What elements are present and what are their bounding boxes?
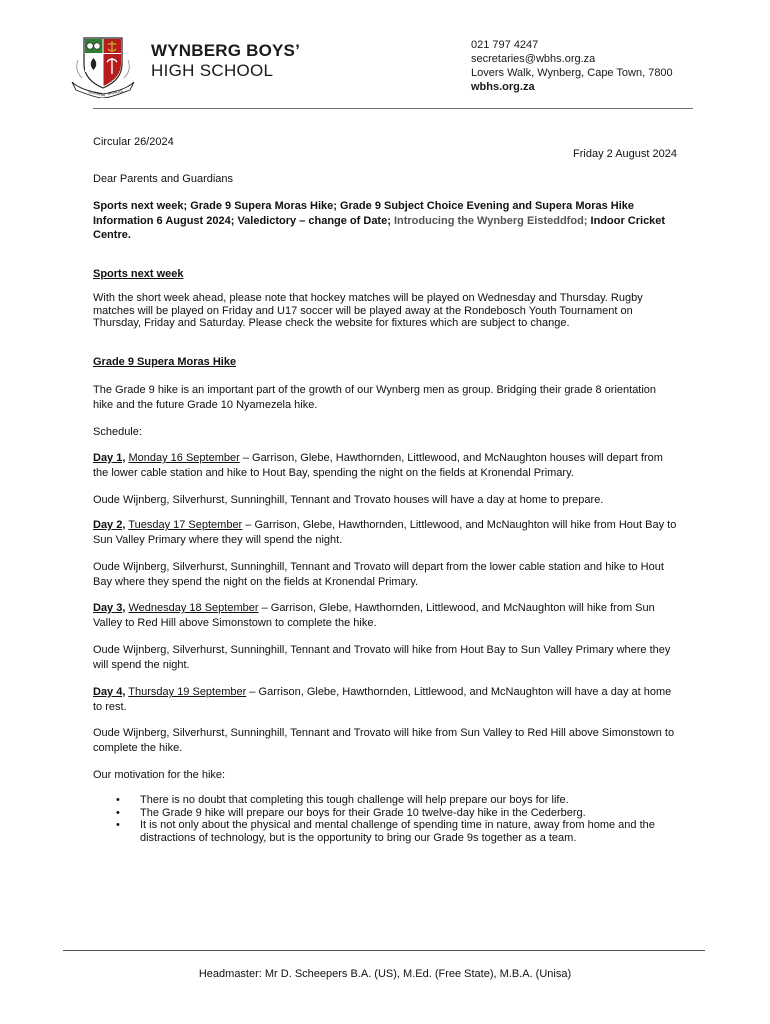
day-1-other: Oude Wijnberg, Silverhurst, Sunninghill, Tennant and Trovato houses will have a day at home to prepare. [93, 494, 604, 506]
contact-address: Lovers Walk, Wynberg, Cape Town, 7800 [471, 67, 673, 79]
subject-line-part3: Indoor Cricket Centre. [93, 214, 666, 241]
bullet-icon: • [116, 819, 120, 831]
motivation-text: There is no doubt that completing this tough challenge will help prepare our boys for life. [140, 794, 569, 806]
day-2-label: Day 2, [93, 519, 126, 531]
hike-heading: Grade 9 Supera Moras Hike [93, 356, 237, 368]
motivation-list [93, 794, 678, 844]
motivation-text: It is not only about the physical and mental challenge of spending time in nature, away from home and the distractions of technology, but is the opportunity to bring our Grade 9s together as a team. [140, 819, 655, 844]
contact-phone: 021 797 4247 [471, 39, 539, 51]
day-3-other: Oude Wijnberg, Silverhurst, Sunninghill, Tennant and Trovato will hike from Hout Bay to Sun Valley Primary where they will spend the night. [93, 644, 671, 671]
motivation-text: The Grade 9 hike will prepare our boys for their Grade 10 twelve-day hike in the Cederberg. [140, 806, 586, 819]
day-1-entry [93, 451, 678, 480]
subject-line-part2: Introducing the Wynberg Eisteddfod; [393, 214, 591, 227]
school-name-sub: HIGH SCHOOL [151, 61, 274, 80]
day-4-date: Thursday 19 September [128, 686, 247, 698]
school-crest-logo [70, 34, 136, 98]
day-2-entry [93, 518, 678, 547]
crest-motto-left: SUPERA [87, 89, 106, 98]
footer-headmaster: Headmaster: Mr D. Scheepers B.A. (US), M.Ed. (Free State), M.B.A. (Unisa) [198, 968, 572, 980]
list-item [93, 819, 678, 844]
day-1-text: – Garrison, Glebe, Hawthornden, Littlewood, and McNaughton houses will depart from the lower cable station and hike to Hout Bay, spending the night on the fields at Kronendal Primary. [93, 452, 663, 479]
contact-website[interactable]: wbhs.org.za [471, 81, 535, 93]
day-3-entry [93, 601, 678, 630]
letter-date: Friday 2 August 2024 [573, 148, 677, 160]
list-item [93, 794, 678, 807]
day-2-other: Oude Wijnberg, Silverhurst, Sunninghill, Tennant and Trovato will depart from the lower cable station and hike to Hout Bay where they spend the night on the fields at Kronendal Primary. [93, 561, 664, 588]
day-1-label: Day 1, [93, 452, 126, 464]
day-4-label: Day 4, [93, 686, 126, 698]
letterhead [0, 0, 770, 110]
footer-divider [63, 950, 705, 951]
subject-line-part1: Sports next week; Grade 9 Supera Moras Hike; Grade 9 Subject Choice Evening and Supera Moras Hike Information 6 August 2024; Valedictory – change of Date; [93, 200, 635, 227]
bullet-icon: • [116, 806, 120, 819]
day-3-text: – Garrison, Glebe, Hawthornden, Littlewood, and McNaughton will hike from Sun Valley to Red Hill above Simonstown to complete the hike. [93, 602, 655, 629]
schedule-label: Schedule: [93, 426, 142, 438]
list-item [93, 807, 678, 820]
day-2-text: – Garrison, Glebe, Hawthornden, Littlewood, and McNaughton will hike from Hout Bay to Sun Valley Primary where they will spend the night. [93, 519, 677, 546]
day-3-date: Wednesday 18 September [128, 602, 259, 614]
crest-motto-right: MORAS [107, 88, 124, 96]
header-divider [93, 108, 693, 109]
sports-heading: Sports next week [93, 268, 184, 280]
day-4-other: Oude Wijnberg, Silverhurst, Sunninghill, Tennant and Trovato will hike from Sun Valley to Red Hill above Simonstown to complete the hike. [93, 727, 675, 754]
bullet-icon: • [116, 794, 120, 806]
day-4-entry [93, 685, 678, 714]
day-1-date: Monday 16 September [128, 452, 240, 464]
contact-email[interactable]: secretaries@wbhs.org.za [471, 53, 596, 65]
motivation-label: Our motivation for the hike: [93, 769, 226, 781]
school-name: WYNBERG BOYS’ [151, 41, 301, 60]
day-4-text: – Garrison, Glebe, Hawthornden, Littlewood, and McNaughton will have a day at home to rest. [93, 686, 672, 713]
salutation: Dear Parents and Guardians [93, 173, 234, 185]
day-3-label: Day 3, [93, 602, 126, 614]
day-2-date: Tuesday 17 September [128, 519, 243, 531]
circular-number: Circular 26/2024 [93, 136, 174, 148]
hike-intro: The Grade 9 hike is an important part of the growth of our Wynberg men as group. Bridging their grade 8 orientation hike and the future Grade 10 Nyamezela hike. [93, 384, 657, 411]
subject-line [93, 199, 678, 243]
contact-block [471, 38, 673, 94]
sports-body: With the short week ahead, please note that hockey matches will be played on Wednesday and Thursday. Rugby matches will be played on Friday and U17 soccer will be played away at the Rondebosch Youth Tournament on Thursday, Friday and Saturday. Please check the website for fixtures which are subject to change. [93, 292, 643, 329]
